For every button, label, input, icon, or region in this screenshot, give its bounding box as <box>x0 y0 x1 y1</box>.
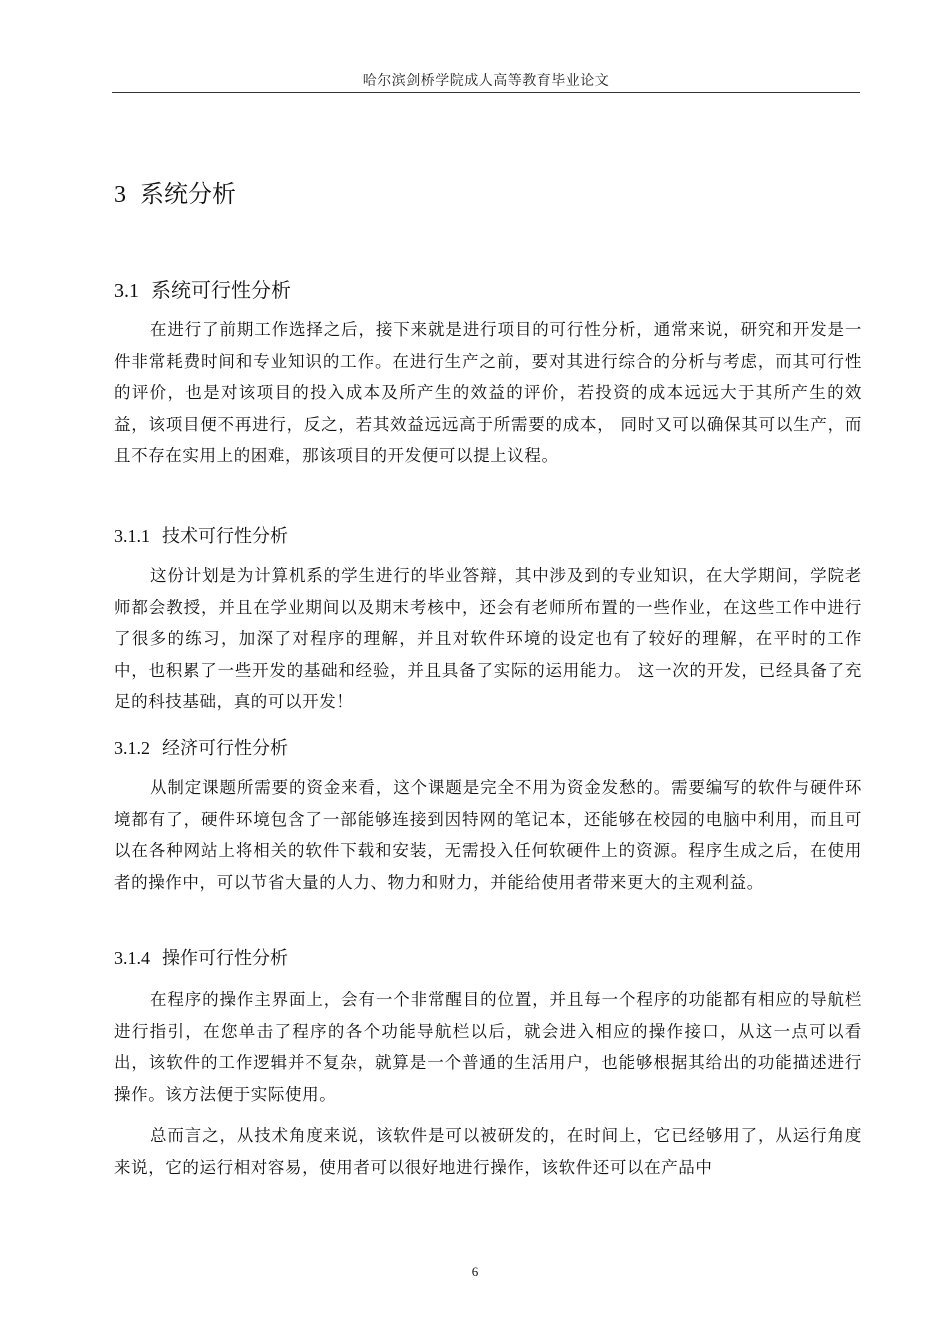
subsection-heading-tech <box>114 522 288 548</box>
running-header: 哈尔滨剑桥学院成人高等教育毕业论文 <box>362 73 610 89</box>
subsection-number: 3.1.1 <box>114 526 150 546</box>
chapter-number: 3 <box>114 182 126 208</box>
subsection-title: 操作可行性分析 <box>162 948 288 969</box>
subsection-title: 技术可行性分析 <box>162 526 288 547</box>
intro-paragraph: 在进行了前期工作选择之后，接下来就是进行项目的可行性分析，通常来说，研究和开发是一件非常耗费时间和专业知识的工作。在进行生产之前，要对其进行综合的分析与考虑，而其可行性的评价，也是对该项目的投入成本及所产生的效益的评价，若投资的成本远远大于其所产生的效益，该项目便不再进行，反之，若其效益远远高于所需要的成本， 同时又可以确保其可以生产，而且不存在实用上的困难，那该项目的开发便可以提上议程。 <box>114 320 862 465</box>
header-divider <box>112 92 860 93</box>
subsection-heading-op <box>114 944 288 970</box>
subsection-title: 经济可行性分析 <box>162 738 288 759</box>
summary-paragraph: 总而言之，从技术角度来说，该软件是可以被研发的，在时间上，它已经够用了，从运行角度来说，它的运行相对容易，使用者可以很好地进行操作，该软件还可以在产品中 <box>114 1126 862 1177</box>
tech-paragraph: 这份计划是为计算机系的学生进行的毕业答辩，其中涉及到的专业知识，在大学期间，学院老师都会教授，并且在学业期间以及期末考核中，还会有老师所布置的一些作业，在这些工作中进行了很多的练习，加深了对程序的理解，并且对软件环境的设定也有了较好的理解，在平时的工作中，也积累了一些开发的基础和经验，并且具备了实际的运用能力。 这一次的开发，已经具备了充足的科技基础，真的可以开发！ <box>114 566 862 711</box>
chapter-title: 系统分析 <box>140 180 236 208</box>
chapter-heading <box>114 174 236 209</box>
econ-paragraph: 从制定课题所需要的资金来看，这个课题是完全不用为资金发愁的。需要编写的软件与硬件环境都有了，硬件环境包含了一部能够连接到因特网的笔记本，还能够在校园的电脑中利用，而且可以在各种网站上将相关的软件下载和安装，无需投入任何软硬件上的资源。程序生成之后，在使用者的操作中，可以节省大量的人力、物力和财力，并能给使用者带来更大的主观利益。 <box>114 778 862 892</box>
section-number: 3.1 <box>114 280 139 302</box>
op-paragraph: 在程序的操作主界面上，会有一个非常醒目的位置，并且每一个程序的功能都有相应的导航栏进行指引，在您单击了程序的各个功能导航栏以后，就会进入相应的操作接口，从这一点可以看出，该软件的工作逻辑并不复杂，就算是一个普通的生活用户，也能够根据其给出的功能描述进行操作。该方法便于实际使用。 <box>114 990 862 1104</box>
section-title: 系统可行性分析 <box>151 278 291 302</box>
page-number: 6 <box>471 1264 479 1279</box>
subsection-number: 3.1.2 <box>114 738 150 758</box>
subsection-number: 3.1.4 <box>114 948 150 968</box>
section-heading <box>114 274 291 303</box>
subsection-heading-econ <box>114 734 288 760</box>
